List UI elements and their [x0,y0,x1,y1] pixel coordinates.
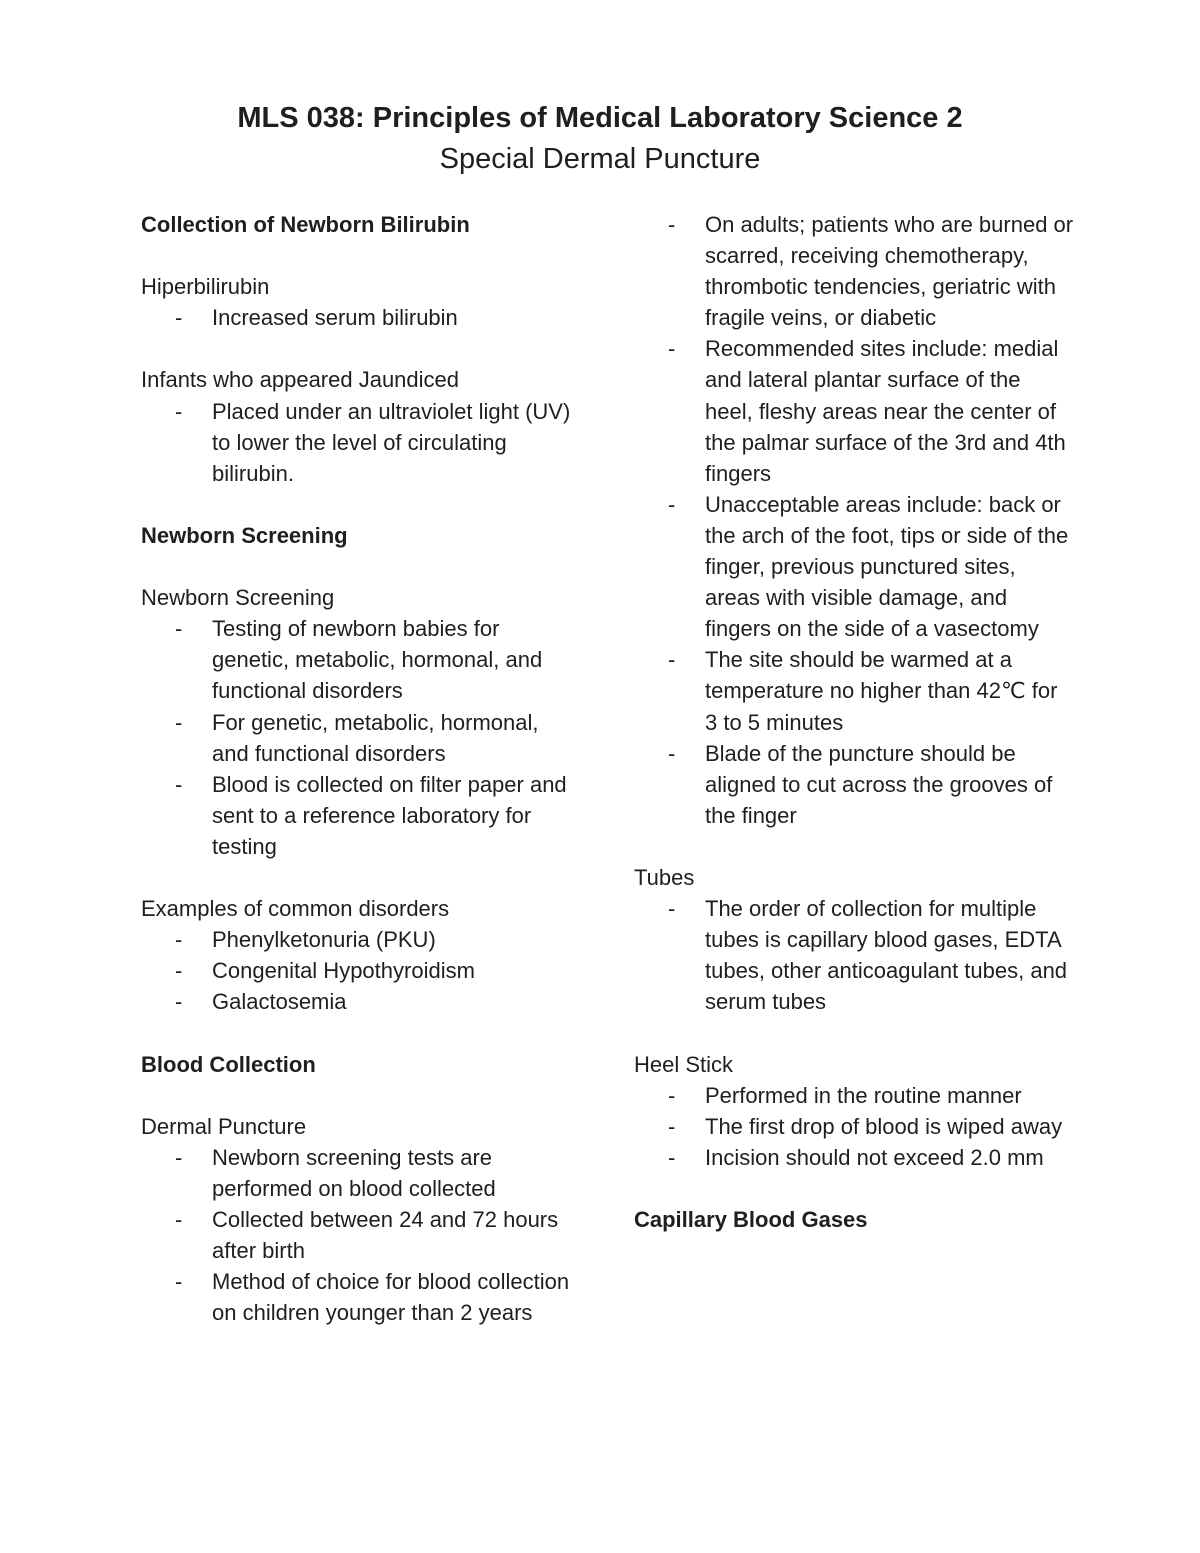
list-item-text: Testing of newborn babies for genetic, metabolic, hormonal, and functional disorders [212,616,543,704]
bullet-dash: - [668,647,676,673]
list-item-text: Collected between 24 and 72 hours after birth [212,1207,559,1264]
section-heading: Capillary Blood Gases [634,1207,868,1232]
list-item [141,613,581,706]
list-item-text: Congenital Hypothyroidism [212,958,475,984]
list-item-text: Increased serum bilirubin [212,305,458,331]
bullet-list [634,1080,1074,1173]
paragraph-label: Examples of common disorders [141,896,450,922]
bullet-list [634,893,1074,1017]
list-item-text: Performed in the routine manner [705,1082,1022,1108]
bullet-dash: - [668,1082,676,1108]
bullet-dash: - [175,616,183,642]
bullet-list [141,396,581,489]
list-item [634,738,1074,831]
list-item [141,955,581,986]
bullet-list [141,613,581,862]
list-item [141,986,581,1017]
list-item-text: Phenylketonuria (PKU) [212,927,436,953]
list-item [634,489,1074,644]
list-item [141,396,581,489]
list-item [141,302,581,333]
list-item-text: On adults; patients who are burned or scarred, receiving chemotherapy, thrombotic tendencies, geriatric with fragile veins, or diabetic [705,212,1074,331]
bullet-dash: - [175,989,183,1015]
bullet-dash: - [175,1144,183,1170]
list-item [141,1204,581,1266]
list-item-text: Unacceptable areas include: back or the arch of the foot, tips or side of the finger, previous punctured sites, areas with visible damage, and fingers on the side of a vasectomy [705,491,1069,642]
right-column [634,209,1074,1235]
bullet-dash: - [668,1113,676,1139]
bullet-dash: - [175,927,183,953]
list-item-text: Blood is collected on filter paper and sent to a reference laboratory for testing [212,771,567,859]
bullet-dash: - [175,958,183,984]
bullet-dash: - [175,1269,183,1295]
list-item-text: The site should be warmed at a temperature no higher than 42℃ for 3 to 5 minutes [705,647,1058,735]
list-item-text: Galactosemia [212,989,347,1015]
list-item [141,924,581,955]
list-item [634,1111,1074,1142]
list-item-text: Recommended sites include: medial and lateral plantar surface of the heel, fleshy areas near the center of the palmar surface of the 3rd and 4th fingers [705,336,1066,486]
bullet-dash: - [668,336,676,362]
bullet-dash: - [175,709,183,735]
bullet-dash: - [175,305,183,331]
paragraph-label: Tubes [634,864,695,890]
section-heading: Blood Collection [141,1051,316,1077]
paragraph-label: Heel Stick [634,1051,734,1077]
list-item [634,209,1074,333]
bullet-dash: - [668,740,676,766]
bullet-list [141,1142,581,1329]
section-heading: Collection of Newborn Bilirubin [141,212,470,237]
list-item [141,1266,581,1328]
bullet-dash: - [668,896,676,922]
list-item-text: Placed under an ultraviolet light (UV) to lower the level of circulating bilirubin. [212,398,571,486]
bullet-dash: - [175,1207,183,1232]
list-item [634,1080,1074,1111]
bullet-dash: - [175,771,183,797]
left-column [141,209,581,1328]
list-item-text: Blade of the puncture should be aligned to cut across the grooves of the finger [705,740,1053,828]
bullet-list [141,924,581,1017]
document-title: MLS 038: Principles of Medical Laboratory Science 2 [237,102,963,134]
list-item-text: Incision should not exceed 2.0 mm [705,1144,1044,1170]
list-item-text: The order of collection for multiple tubes is capillary blood gases, EDTA tubes, other anticoagulant tubes, and serum tubes [705,896,1068,1015]
list-item [634,1142,1074,1173]
bullet-dash: - [668,491,676,517]
paragraph-label: Hiperbilirubin [141,274,270,300]
list-item [634,644,1074,737]
list-item [141,769,581,862]
bullet-dash: - [668,1144,676,1170]
list-item [141,1142,581,1204]
section-heading: Newborn Screening [141,522,348,548]
list-item [141,707,581,769]
bullet-dash: - [668,212,676,237]
bullet-dash: - [175,398,183,424]
bullet-list [634,209,1074,831]
document-subtitle: Special Dermal Puncture [439,143,761,175]
list-item-text: For genetic, metabolic, hormonal, and functional disorders [212,709,539,766]
bullet-list [141,302,581,333]
list-item-text: The first drop of blood is wiped away [705,1113,1063,1139]
list-item-text: Method of choice for blood collection on children younger than 2 years [212,1269,570,1326]
paragraph-label: Dermal Puncture [141,1113,307,1139]
paragraph-label: Newborn Screening [141,585,335,611]
list-item [634,333,1074,488]
list-item-text: Newborn screening tests are performed on blood collected [212,1144,496,1201]
paragraph-label: Infants who appeared Jaundiced [141,367,460,393]
list-item [634,893,1074,1017]
